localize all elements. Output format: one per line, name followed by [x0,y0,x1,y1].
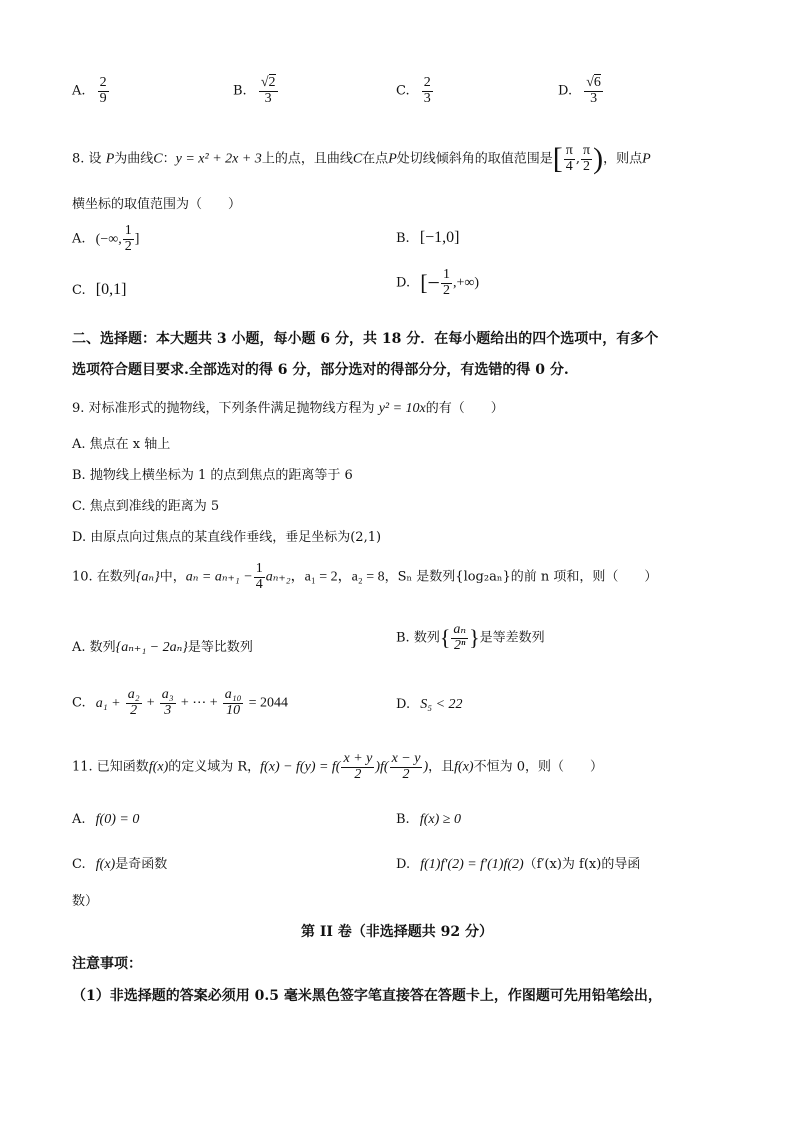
denominator: 9 [99,90,107,106]
denominator: 2 [124,238,132,254]
q8-stem-line2: 横坐标的取值范围为（ ） [72,197,242,212]
q11-option-c [72,853,167,873]
option-label: A. [72,812,86,827]
initial-value: ，a₁ = 2 [290,569,338,585]
parabola-equation: y² = 10x [378,401,426,416]
numerator: √6 [586,75,601,90]
q10-option-d [396,697,463,713]
numerator: 2 [99,75,107,90]
option-text: 是等比数列 [187,640,253,655]
fraction [422,76,433,106]
section2-line1: 二、选择题：本大题共 3 小题，每小题 6 分，共 18 分．在每小题给出的四个选项中，有多个 [72,331,659,347]
option-value: (−∞, [95,231,122,247]
section2-line2: 选项符合题目要求.全部选对的得 6 分，部分选对的得部分分，有选错的得 0 分. [72,362,569,378]
option-label: B. 数列 [396,630,440,646]
fraction [123,224,134,254]
option-value: f(0) = 0 [95,812,140,827]
q9-option-a: A. 焦点在 x 轴上 [72,437,171,452]
option-text: （f′(x)为 f(x)的导函 [523,857,641,872]
functional-equation: ) [423,759,429,775]
fraction [259,76,278,106]
q7-option-c [396,76,434,106]
denominator: 2 [583,158,591,174]
q7-option-b [233,76,279,106]
fraction [441,268,452,298]
recurrence: aₙ = aₙ₊₁ − [185,569,253,585]
numerator: a₂ [127,687,140,702]
q7-option-d [558,76,604,106]
var-p: P [642,151,651,167]
option-label: D. [396,857,411,872]
denominator: 4 [255,576,263,592]
ellipsis: + ⋯ + [180,695,218,711]
var-p: P [388,151,397,167]
option-label: A. [72,231,86,247]
stem-text: 的有（ ） [425,401,504,416]
numerator: aₙ [453,622,467,637]
denominator: 2 [402,766,410,782]
fraction [223,688,244,718]
q10-option-a [72,636,253,656]
q11-option-b [396,812,461,828]
q9-option-c: C. 焦点到准线的距离为 5 [72,499,220,514]
option-label: B. [396,812,410,827]
denominator: 2 [354,766,362,782]
stem-text: ，且 [428,759,455,775]
stem-text: 不恒为 0，则（ ） [473,759,603,775]
option-value: f(1)f′(2) = f′(1)f(2) [420,857,524,872]
q9-option-d: D. 由原点向过焦点的某直线作垂线，垂足坐标为(2,1) [72,530,382,545]
stem-text: 的定义域为 R， [168,759,261,775]
denominator: 3 [423,90,431,106]
fraction [160,688,176,718]
numerator: x + y [343,751,373,766]
option-label: C. [72,857,86,872]
denominator: 3 [264,90,272,106]
functional-equation: )f( [375,759,389,775]
stem-text: 8. 设 [72,151,102,167]
var-c: C [352,151,363,167]
part2-title: 第 II 卷（非选择题共 92 分） [300,924,494,940]
term: a₁ + [95,695,121,711]
denominator: 4 [565,158,573,174]
var-p: P [105,151,115,167]
denominator: 2 [442,282,450,298]
numerator: π [582,142,591,158]
option-label: D. [396,275,411,291]
denominator: 3 [164,702,172,718]
sequence: {aₙ} [135,569,160,585]
denominator: 2 [130,702,138,718]
numerator: 1 [124,223,132,238]
var-c: C [153,151,163,167]
fraction [341,752,374,782]
numerator: 1 [442,267,450,282]
q10-option-b [396,623,545,653]
fraction [390,752,423,782]
fraction [564,144,575,174]
option-value: [− [420,270,440,296]
q10-stem [72,562,657,592]
denominator: 10 [226,702,241,718]
option-label: C. [72,283,86,298]
option-label: A. 数列 [72,640,116,655]
q7-option-a [72,76,110,106]
function: f(x) [454,759,474,775]
option-label: C. [396,83,410,99]
numerator: x − y [391,751,421,766]
q10-option-c: C. a₁ + $\frac{\text{a₂}}{2}$ + $\frac{\text{a₃}}{3}$ + ⋯ + $\frac{\text{a₁₀}}{10}$ = 2044 [72,687,289,718]
stem-text: 上的点，且曲线 [261,151,353,167]
notice-heading: 注意事项： [72,956,142,972]
colon: ： [162,151,176,167]
option-text: 是奇函数 [115,857,168,872]
functional-equation: f(x) − f(y) = f( [260,759,341,775]
numerator: π [565,142,573,158]
notice-item-1: （1）非选择题的答案必须用 0.5 毫米黑色签字笔直接答在答题卡上，作图题可先用铅笔绘出， [72,988,662,1004]
option-value: f(x) [95,857,116,872]
denominator: 2ⁿ [454,637,466,653]
stem-text: 11. 已知函数 [72,759,149,775]
fraction [254,562,265,592]
fraction [581,144,592,174]
curve-equation: y = x² + 2x + 3 [175,151,262,167]
stem-text: ，则点 [603,151,643,167]
q11-option-d-line2: 数） [72,894,99,909]
stem-text: 9. 对标准形式的抛物线，下列条件满足抛物线方程为 [72,401,375,416]
stem-text: 中， [159,569,186,585]
q8-option-a [72,224,139,254]
option-value: [0,1] [95,281,127,298]
numerator: 2 [423,75,431,90]
right-brace: } [469,625,480,651]
option-value: ,+∞) [452,275,480,291]
q11-option-a [72,812,139,828]
option-text: 是等差数列 [479,630,545,646]
option-label: B. [233,83,247,99]
left-brace: { [439,625,451,651]
stem-text: 处切线倾斜角的取值范围是 [396,151,553,167]
q8-option-d [396,268,479,298]
fraction [126,688,142,718]
recurrence: aₙ₊₂ [265,569,291,585]
left-bracket: [ [552,142,563,175]
right-paren: ) [593,142,604,175]
option-label: A. [72,83,86,99]
option-label: B. [396,231,410,246]
q9-option-b: B. 抛物线上横坐标为 1 的点到焦点的距离等于 6 [72,468,353,483]
q11-stem [72,752,603,782]
stem-text: ，Sₙ 是数列{log₂aₙ}的前 n 项和，则（ ） [384,569,658,585]
result: = 2044 [248,695,289,711]
option-value: {aₙ₊₁ − 2aₙ} [115,640,188,655]
numerator: a₃ [161,687,174,702]
stem-text: 10. 在数列 [72,569,136,585]
stem-text: 在点 [362,151,389,167]
q9-stem [72,397,504,417]
q8-option-b [396,229,460,247]
function: f(x) [148,759,169,775]
initial-value: ，a₂ = 8 [337,569,385,585]
option-value: f(x) ≥ 0 [419,812,461,827]
q8-option-c [72,281,126,299]
denominator: 3 [590,90,598,106]
stem-text: 为曲线 [114,151,154,167]
numerator: √2 [260,75,276,90]
q8-stem: 8. 设 P为曲线C：y = x² + 2x + 3上的点，且曲线C在点P处切线倾斜角的取值范围是[ $\frac{\pi}{4}$ , $\frac{\pi}{2}$ )，则点P [72,142,651,175]
option-label: D. [396,697,411,712]
option-value: [−1,0] [419,229,460,246]
option-value: S₅ < 22 [420,697,463,712]
option-value: ] [134,231,140,247]
fraction [98,76,109,106]
fraction [584,76,603,106]
fraction [451,623,468,653]
option-label: C. [72,695,86,711]
q11-option-d [396,853,640,873]
option-label: D. [558,83,573,99]
numerator: a₁₀ [224,687,242,702]
numerator: 1 [255,561,263,576]
